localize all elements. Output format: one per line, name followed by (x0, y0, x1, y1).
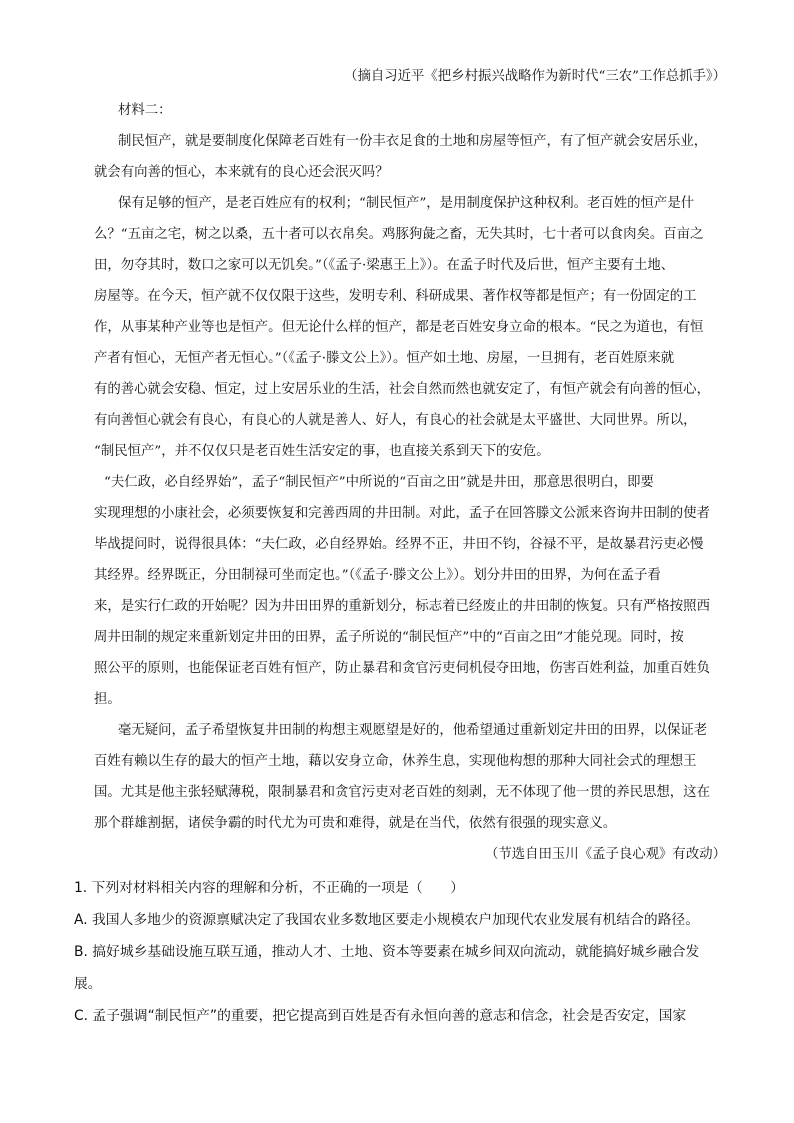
paragraph-line: 毕战提问时，说得很具体：“夫仁政，必自经界始。经界不正，井田不钧，谷禄不平，是故暴君污吏必慢 (94, 537, 704, 552)
paragraph-line: 那个群雄割据，诸侯争霸的时代尤为可贵和难得，就是在当代，依然有很强的现实意义。 (94, 816, 617, 831)
question-stem: 1. 下列对材料相关内容的理解和分析，不正确的一项是（ ） (74, 880, 465, 896)
paragraph-line: 国。尤其是他主张轻赋薄税，限制暴君和贪官污吏对老百姓的刻剥，无不体现了他一贯的养民思想，这在 (94, 785, 710, 800)
paragraph-line: 有的善心就会安稳、恒定，过上安居乐业的生活，社会自然而然也就安定了，有恒产就会有向善的恒心， (94, 382, 710, 397)
paragraph-line: “制民恒产”，并不仅仅只是老百姓生活安定的事，也直接关系到天下的安危。 (94, 444, 550, 459)
source-note-bottom: （节选自田玉川《孟子良心观》有改动） (484, 847, 726, 862)
paragraph-line: 照公平的原则，也能保证老百姓有恒产，防止暴君和贪官污吏伺机侵夺田地，伤害百姓利益，加重百姓负 (94, 661, 710, 676)
paragraph-line: 周井田制的规定来重新划定井田的田界，孟子所说的“制民恒产”中的“百亩之田”才能兑现。同时，按 (94, 630, 684, 645)
material-heading: 材料二： (118, 103, 172, 118)
paragraph-line: 田，勿夺其时，数口之家可以无饥矣。”（《孟子·梁惠王上》）。在孟子时代及后世，恒产主要有土地、 (94, 258, 675, 273)
paragraph-line: 房屋等。在今天，恒产就不仅仅限于这些，发明专利、科研成果、著作权等都是恒产；有一份固定的工 (94, 289, 697, 304)
paragraph-line: 毫无疑问，孟子希望恢复井田制的构想主观愿望是好的，他希望通过重新划定井田的田界，以保证老 (118, 723, 708, 738)
paragraph-line: 作，从事某种产业等也是恒产。但无论什么样的恒产，都是老百姓安身立命的根本。“民之为道也，有恒 (94, 320, 704, 335)
paragraph-line: 就会有向善的恒心，本来就有的良心还会泯灭吗？ (94, 165, 389, 180)
option-b: B. 搞好城乡基础设施互联互通，推动人才、土地、资本等要素在城乡间双向流动，就能搞好城乡融合发 (74, 944, 700, 960)
paragraph-line: 来，是实行仁政的开始呢？因为井田田界的重新划分，标志着已经废止的井田制的恢复。只有严格按照西 (94, 599, 710, 614)
paragraph-line: 其经界。经界既正，分田制禄可坐而定也。”（《孟子·滕文公上》）。划分井田的田界，为何在孟子看 (94, 568, 661, 583)
option-c: C. 孟子强调“制民恒产”的重要，把它提高到百姓是否有永恒向善的意志和信念，社会是否安定，国家 (74, 1008, 687, 1024)
paragraph-line: 有向善恒心就会有良心，有良心的人就是善人、好人，有良心的社会就是太平盛世、大同世界。所以， (94, 413, 697, 428)
paragraph-line: 保有足够的恒产，是老百姓应有的权利；“制民恒产”，是用制度保护这种权利。老百姓的恒产是什 (118, 196, 695, 211)
paragraph-line: 担。 (94, 692, 121, 707)
source-note-top: （摘自习近平《把乡村振兴战略作为新时代“三农”工作总抓手》） (344, 69, 726, 84)
paragraph-line: 产者有恒心，无恒产者无恒心。”（《孟子·滕文公上》）。恒产如土地、房屋，一旦拥有，老百姓原来就 (94, 351, 675, 366)
paragraph-line: “夫仁政，必自经界始”，孟子“制民恒产”中所说的“百亩之田”就是井田，那意思很明白，即要 (104, 475, 654, 490)
option-b-continued: 展。 (74, 976, 102, 992)
option-a: A. 我国人多地少的资源禀赋决定了我国农业多数地区要走小规模农户加现代农业发展有机结合的路径。 (74, 912, 700, 928)
paragraph-line: 制民恒产，就是要制度化保障老百姓有一份丰衣足食的土地和房屋等恒产，有了恒产就会安居乐业， (118, 134, 708, 149)
paragraph-line: 实现理想的小康社会，必须要恢复和完善西周的井田制。对此，孟子在回答滕文公派来咨询井田制的使者 (94, 506, 710, 521)
paragraph-line: 百姓有赖以生存的最大的恒产土地，藉以安身立命，休养生息，实现他构想的那种大同社会式的理想王 (94, 754, 697, 769)
paragraph-line: 么？“五亩之宅，树之以桑，五十者可以衣帛矣。鸡豚狗彘之畜，无失其时，七十者可以食肉矣。百亩之 (94, 227, 704, 242)
